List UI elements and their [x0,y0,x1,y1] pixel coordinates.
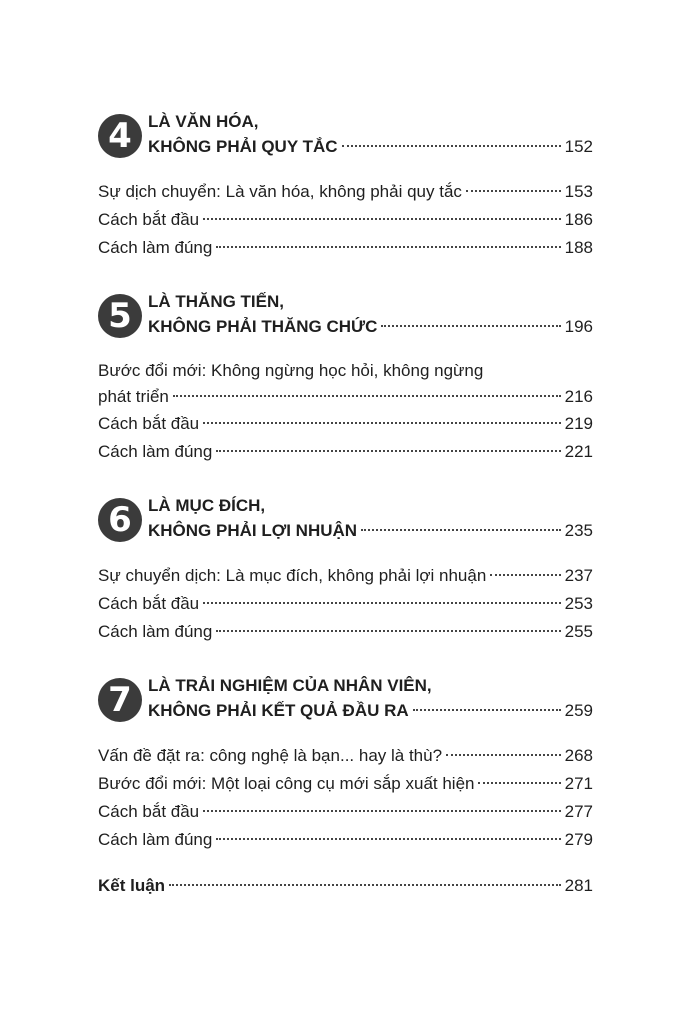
dot-leader [173,395,561,397]
chapter-6 [98,494,593,641]
entry-title: Sự dịch chuyển: Là văn hóa, không phải quy tắc [98,182,462,201]
page-number: 277 [564,802,593,821]
page-number: 268 [564,746,593,765]
page-number: 186 [564,210,593,229]
dot-leader [216,630,560,632]
page-number: 237 [564,566,593,585]
page-number: 196 [564,317,593,336]
toc-entry-wrapped[interactable] [98,358,593,410]
dot-leader [203,602,560,604]
dot-leader [413,709,561,711]
chapter-number-badge: 7 [98,678,142,722]
chapter-header [98,674,593,726]
chapter-title-row[interactable] [148,134,593,160]
chapter-title-line2: KHÔNG PHẢI KẾT QUẢ ĐẦU RA [148,701,409,720]
toc-entry[interactable] [98,742,593,770]
entry-title: Cách bắt đầu [98,414,200,433]
toc-entry[interactable] [98,590,593,618]
chapter-5 [98,290,593,461]
entry-title-line1: Bước đổi mới: Không ngừng học hỏi, không ngừng [98,361,484,380]
chapter-number-badge: 5 [98,294,142,338]
dot-leader [203,422,560,424]
chapter-title-row[interactable] [148,314,593,340]
toc-entry[interactable] [98,178,593,206]
dot-leader [466,190,561,192]
entry-title: Bước đổi mới: Một loại công cụ mới sắp xuất hiện [98,774,475,793]
entry-title: Sự chuyển dịch: Là mục đích, không phải lợi nhuận [98,566,487,585]
chapter-title-line2: KHÔNG PHẢI THĂNG CHỨC [148,317,378,336]
entry-title: Vấn đề đặt ra: công nghệ là bạn... hay là thù? [98,746,443,765]
dot-leader [342,145,561,147]
conclusion-title: Kết luận [98,876,166,895]
chapter-title-line1: LÀ VĂN HÓA, [148,112,259,131]
entry-title: Cách bắt đầu [98,594,200,613]
chapter-header [98,110,593,162]
page-number: 255 [564,622,593,641]
chapter-title [148,674,593,724]
toc-entry[interactable] [98,410,593,438]
dot-leader [490,574,560,576]
dot-leader [361,529,561,531]
toc-entry[interactable] [98,618,593,646]
dot-leader [381,325,560,327]
toc-entry[interactable] [98,826,593,854]
chapter-title-row[interactable] [148,698,593,724]
chapter-title-row[interactable] [148,518,593,544]
chapter-number-badge: 4 [98,114,142,158]
chapter-entries [98,358,593,466]
toc-entry-conclusion[interactable] [98,872,593,900]
toc-entry[interactable] [98,770,593,798]
page-number: 153 [564,182,593,201]
page-number: 253 [564,594,593,613]
chapter-title-line1: LÀ TRẢI NGHIỆM CỦA NHÂN VIÊN, [148,676,432,695]
page-number: 152 [564,137,593,156]
entry-title: Cách bắt đầu [98,802,200,821]
entry-title: Cách làm đúng [98,622,213,641]
toc-entry[interactable] [98,562,593,590]
dot-leader [169,884,561,886]
chapter-header [98,290,593,342]
chapter-entries [98,562,593,646]
entry-title: Cách làm đúng [98,830,213,849]
chapter-4 [98,110,593,257]
entry-title: Cách bắt đầu [98,210,200,229]
dot-leader [216,450,560,452]
dot-leader [203,810,560,812]
chapter-title-line2: KHÔNG PHẢI QUY TẮC [148,137,338,156]
chapter-title [148,290,593,340]
page-number: 271 [564,774,593,793]
page-number: 188 [564,238,593,257]
chapter-number-badge: 6 [98,498,142,542]
page-number: 281 [564,876,593,895]
chapter-entries [98,742,593,854]
toc-entry[interactable] [98,438,593,466]
entry-title: Cách làm đúng [98,442,213,461]
entry-title: Cách làm đúng [98,238,213,257]
page-number: 219 [564,414,593,433]
entry-title-line2-row [98,384,593,410]
dot-leader [203,218,560,220]
page-number: 235 [564,521,593,540]
toc-entry[interactable] [98,206,593,234]
chapter-7 [98,674,593,849]
chapter-title [148,110,593,160]
chapter-title-line1: LÀ THĂNG TIẾN, [148,292,284,311]
chapter-entries [98,178,593,262]
dot-leader [216,246,560,248]
page-number: 216 [564,387,593,406]
page-number: 279 [564,830,593,849]
conclusion [98,872,593,900]
dot-leader [216,838,560,840]
page-number: 221 [564,442,593,461]
chapter-title-line2: KHÔNG PHẢI LỢI NHUẬN [148,521,358,540]
dot-leader [478,782,560,784]
toc-entry[interactable] [98,798,593,826]
chapter-title-line1: LÀ MỤC ĐÍCH, [148,496,266,515]
dot-leader [446,754,561,756]
entry-title-line2: phát triển [98,387,169,406]
toc-entry[interactable] [98,234,593,262]
chapter-title [148,494,593,544]
chapter-header [98,494,593,546]
page-number: 259 [564,701,593,720]
